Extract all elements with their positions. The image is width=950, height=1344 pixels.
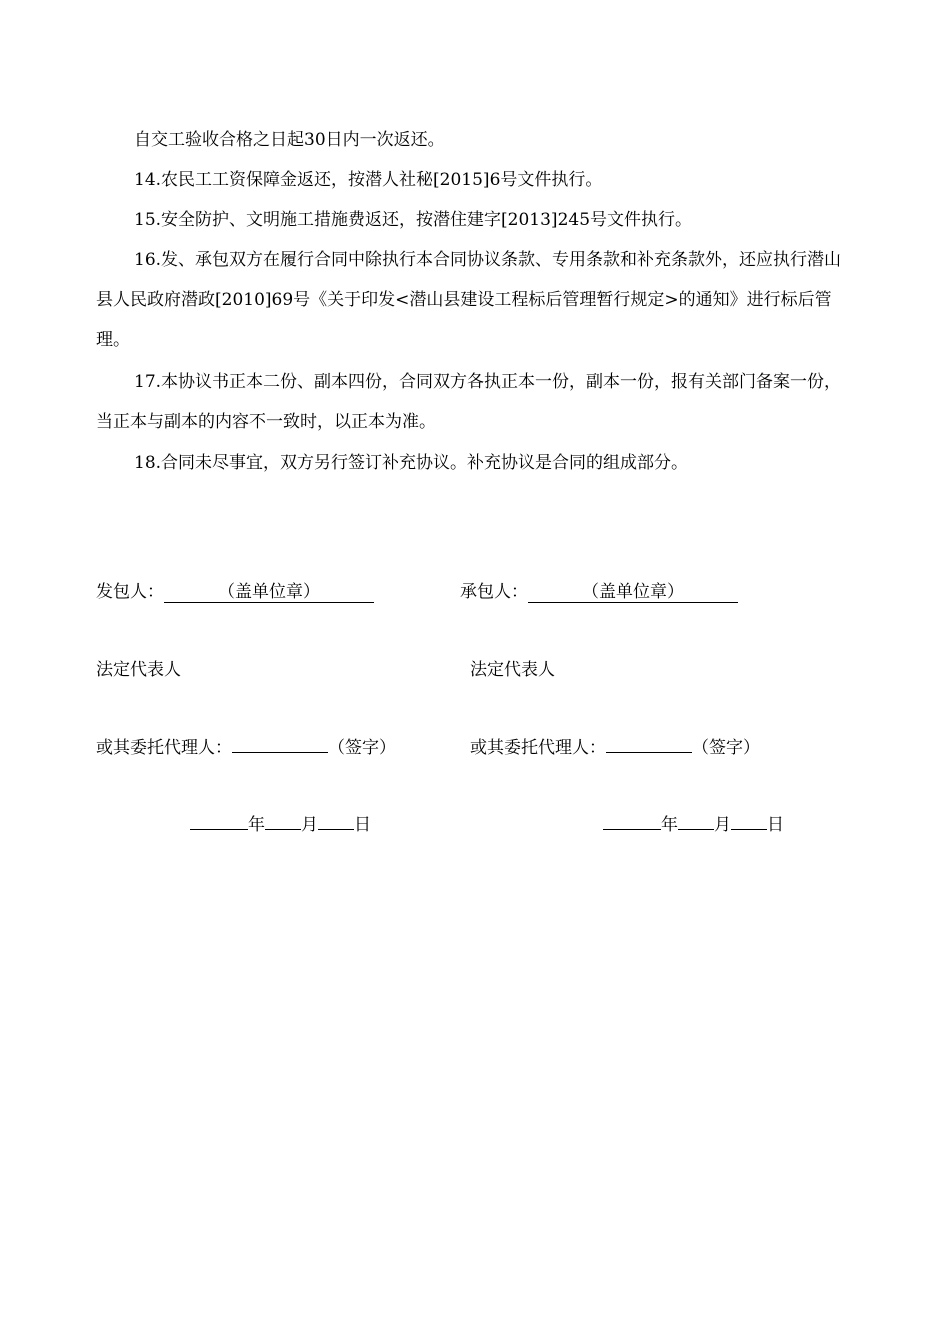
contractor-year-label: 年: [661, 815, 678, 835]
employer-sign-note: （签字）: [328, 738, 396, 758]
contractor-signature-field[interactable]: [606, 734, 692, 753]
paragraph-16: 16.发、承包双方在履行合同中除执行本合同协议条款、专用条款和补充条款外，还应执行潜山县人民政府潜政[2010]69号《关于印发<潜山县建设工程标后管理暂行规定>的通知》进行标后管理。: [96, 250, 842, 350]
employer-stamp-field[interactable]: （盖单位章）: [164, 582, 374, 603]
employer-date-line: [190, 811, 371, 837]
employer-month-label: 月: [301, 815, 318, 835]
paragraph-18: 18.合同未尽事宜，双方另行签订补充协议。补充协议是合同的组成部分。: [134, 453, 689, 473]
paragraph-17: 17.本协议书正本二份、副本四份，合同双方各执正本一份，副本一份，报有关部门备案一份，当正本与副本的内容不一致时，以正本为准。: [96, 372, 842, 432]
employer-year-field[interactable]: [190, 811, 248, 830]
contractor-stamp-field[interactable]: （盖单位章）: [528, 582, 738, 603]
contractor-label: 承包人：: [460, 582, 528, 602]
contractor-year-field[interactable]: [603, 811, 661, 830]
contractor-date-line: [603, 811, 784, 837]
contractor-sign-note: （签字）: [692, 738, 760, 758]
contractor-agent-line: [470, 734, 760, 760]
employer-legal-rep: 法定代表人: [96, 660, 181, 680]
employer-year-label: 年: [248, 815, 265, 835]
paragraph-15: 15.安全防护、文明施工措施费返还，按潜住建字[2013]245号文件执行。: [134, 210, 693, 230]
employer-day-label: 日: [354, 815, 371, 835]
paragraph-14: 14.农民工工资保障金返还，按潜人社秘[2015]6号文件执行。: [134, 170, 603, 190]
employer-agent-line: [96, 734, 396, 760]
employer-day-field[interactable]: [318, 811, 354, 830]
employer-signature-field[interactable]: [232, 734, 328, 753]
employer-month-field[interactable]: [265, 811, 301, 830]
paragraph-return-deadline: 自交工验收合格之日起30日内一次返还。: [134, 130, 445, 150]
employer-agent-label: 或其委托代理人：: [96, 738, 232, 758]
contractor-day-field[interactable]: [731, 811, 767, 830]
contractor-month-field[interactable]: [678, 811, 714, 830]
contractor-agent-label: 或其委托代理人：: [470, 738, 606, 758]
employer-label: 发包人：: [96, 582, 164, 602]
contractor-day-label: 日: [767, 815, 784, 835]
contractor-month-label: 月: [714, 815, 731, 835]
employer-line: [96, 580, 374, 604]
contractor-legal-rep: 法定代表人: [470, 660, 555, 680]
contractor-line: [460, 580, 738, 604]
